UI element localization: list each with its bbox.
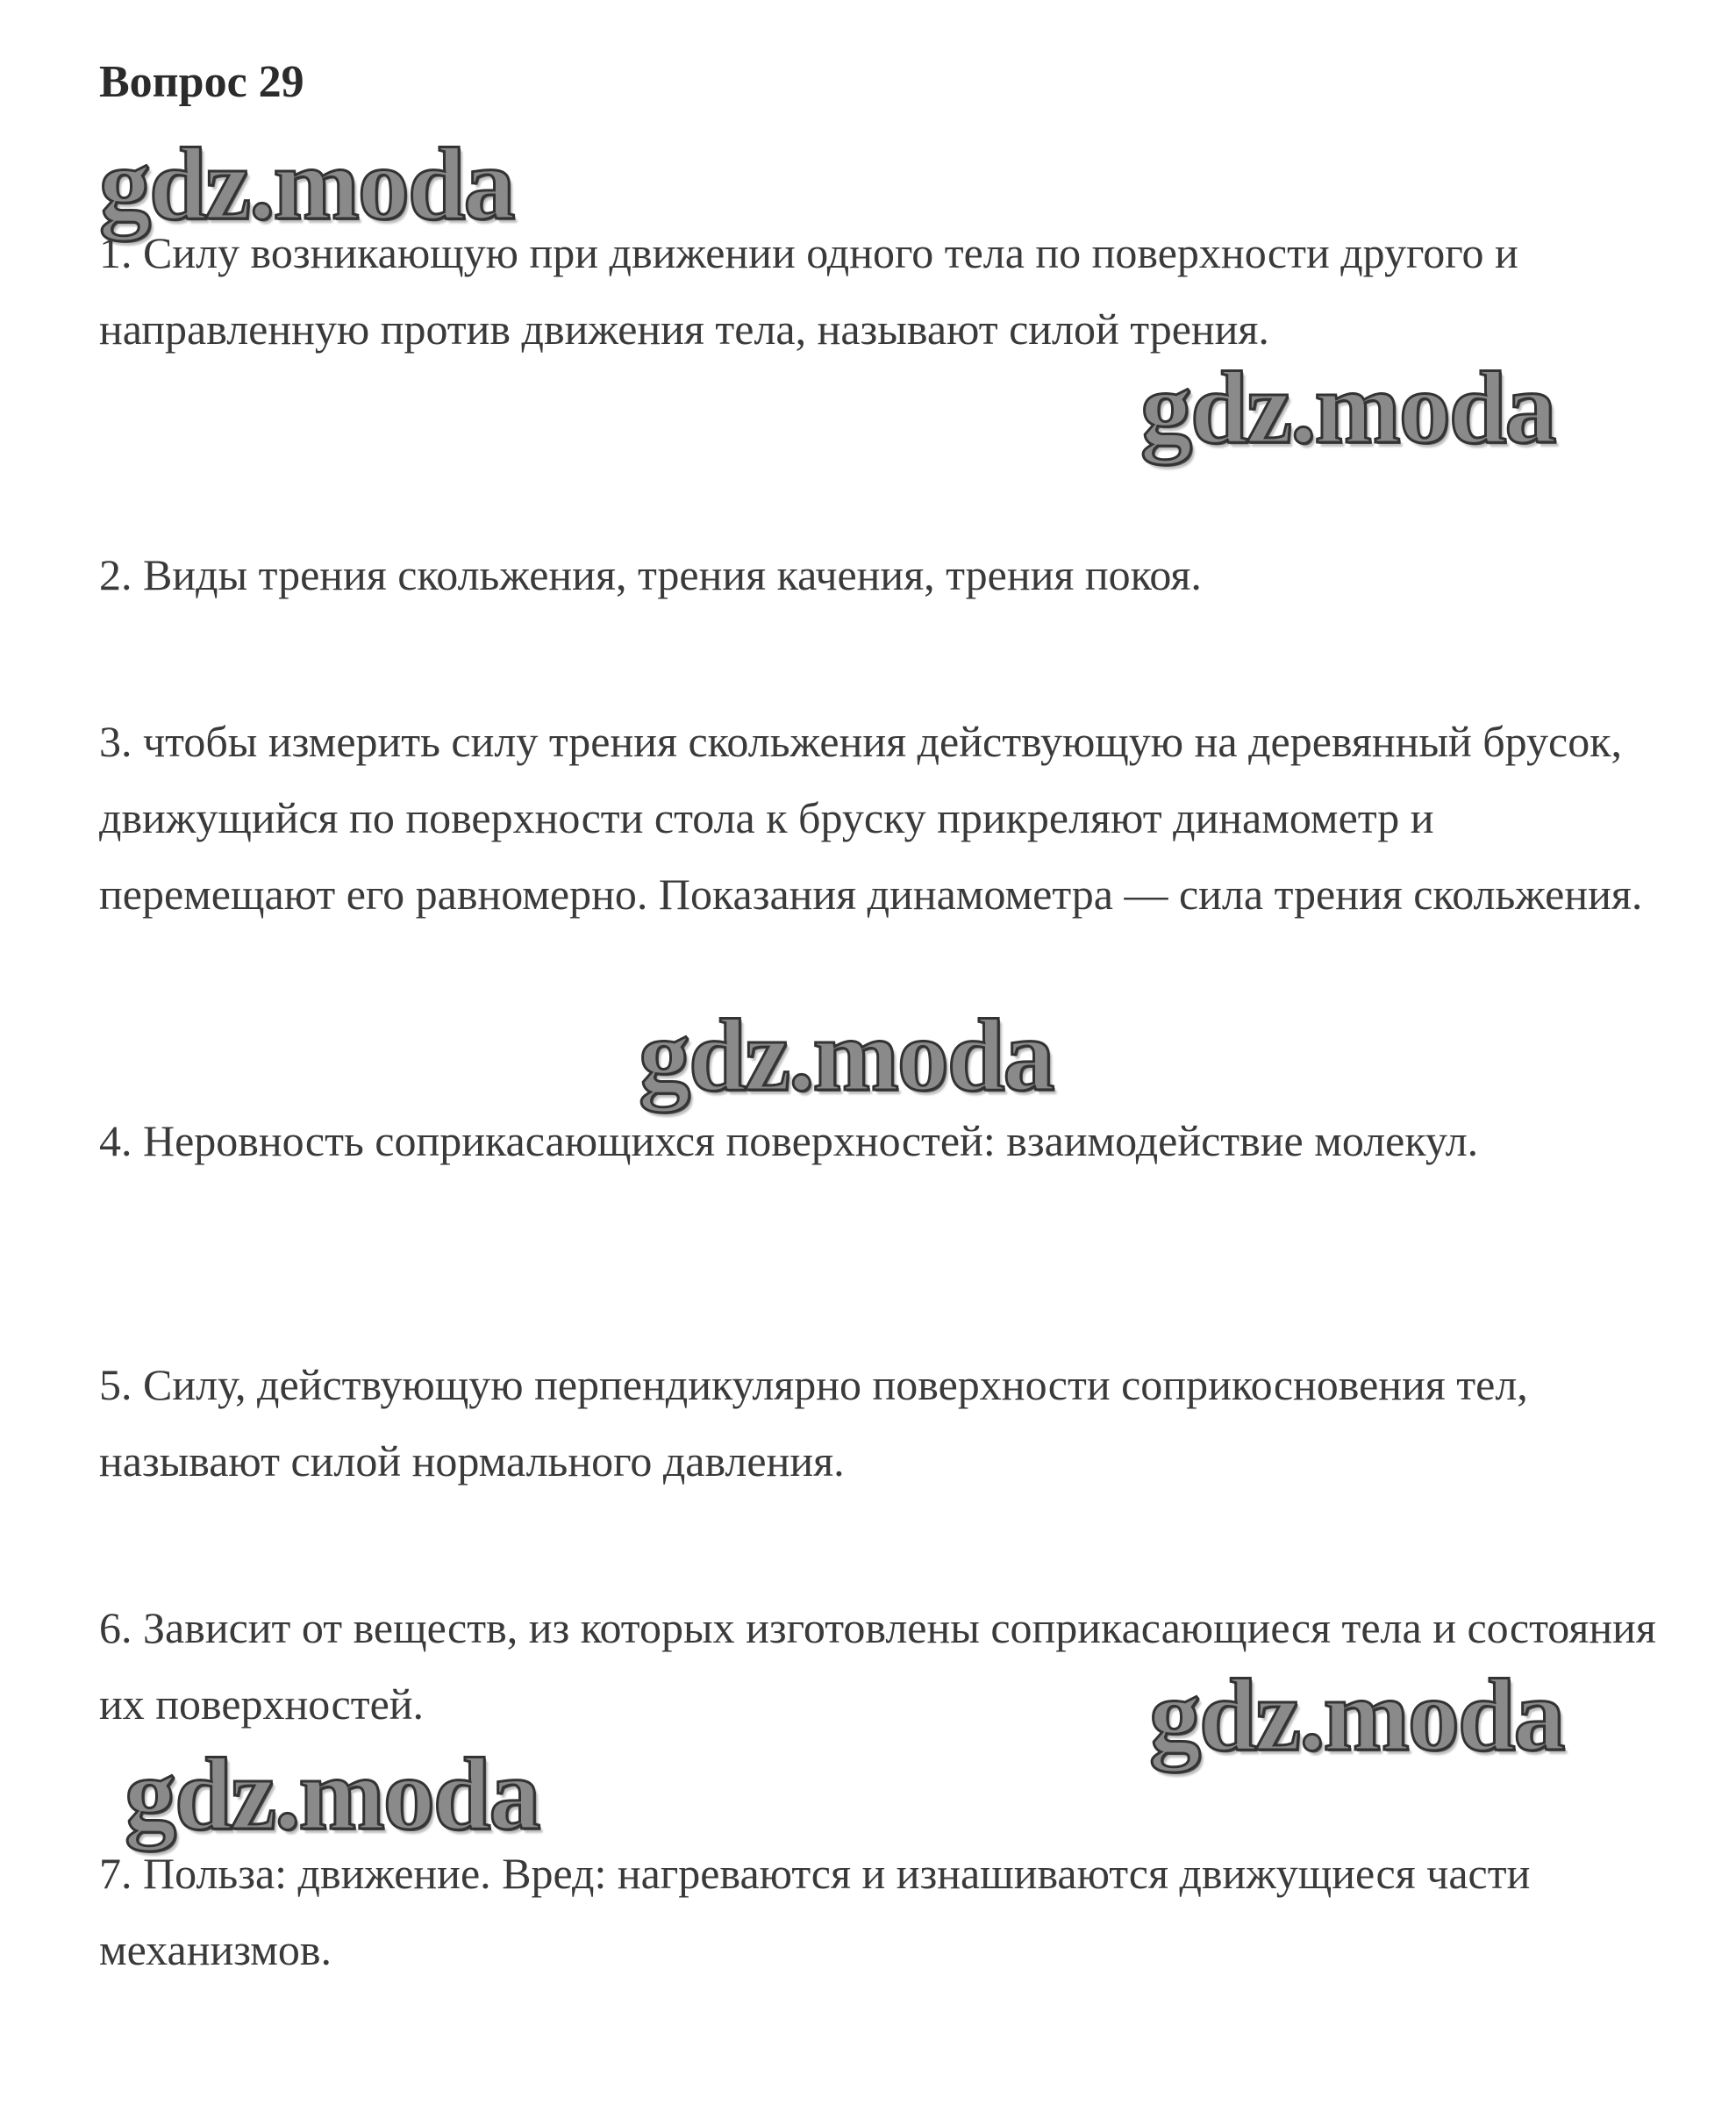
watermark-logo: gdz.moda	[1140, 350, 1555, 465]
answer-3: 3. чтобы измерить силу трения скольжения действующую на деревянный брусок, движущийся по поверхности стола к бруску прикреляют динамометр и перемещают его равномерно. Показания динамометра — сила трения скольжения.	[99, 717, 1643, 919]
answer-5: 5. Силу, действующую перпендикулярно поверхности соприкосновения тел, называют силой нормального давления.	[99, 1360, 1528, 1486]
watermark-logo: gdz.moda	[639, 998, 1054, 1113]
watermark-logo: gdz.moda	[99, 126, 514, 241]
answer-7: 7. Польза: движение. Вред: нагреваются и изнашиваются движущиеся части механизмов.	[99, 1849, 1531, 1974]
answer-4: 4. Неровность соприкасающихся поверхностей: взаимодействие молекул.	[99, 1116, 1479, 1165]
answer-1: 1. Силу возникающую при движении одного тела по поверхности другого и направленную против движения тела, называют силой трения.	[99, 228, 1518, 354]
watermark-logo: gdz.moda	[125, 1736, 539, 1851]
watermark-logo: gdz.moda	[1149, 1657, 1564, 1772]
answer-2: 2. Виды трения скольжения, трения качения, трения покоя.	[99, 550, 1202, 599]
question-title: Вопрос 29	[99, 57, 304, 107]
answer-6: 6. Зависит от веществ, из которых изготовлены соприкасающиеся тела и состояния их поверхностей.	[99, 1603, 1656, 1729]
